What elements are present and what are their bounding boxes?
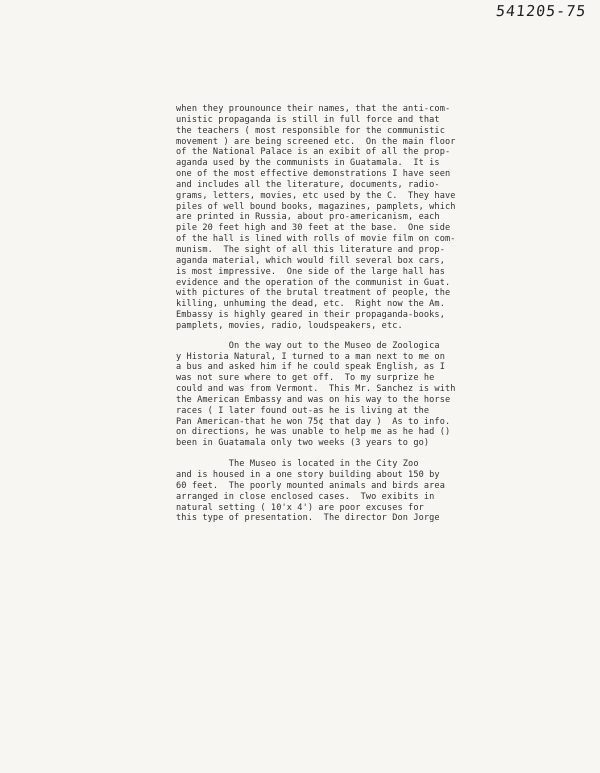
text-line: aganda used by the communists in Guatamala. It is	[176, 158, 440, 169]
text-line: killing, unhuming the dead, etc. Right now the Am.	[176, 299, 445, 310]
text-line: the teachers ( most responsible for the communistic	[176, 125, 445, 136]
text-line: evidence and the operation of the communist in Guat.	[176, 277, 451, 288]
text-line: races ( I later found out-as he is living at the	[176, 405, 430, 416]
text-line: on directions, he was unable to help me as he had ()	[176, 427, 451, 438]
text-line: munism. The sight of all this literature and prop-	[176, 244, 445, 255]
text-line: aganda material, which would fill several box cars,	[176, 255, 445, 266]
text-line: movement ) are being screened etc. On the main floor	[176, 136, 456, 147]
text-line: of the National Palace is an exibit of all the prop-	[176, 147, 451, 158]
text-line: and is housed in a one story building about 150 by	[176, 470, 440, 480]
text-line: grams, letters, movies, etc used by the C. They have	[176, 190, 456, 201]
text-line: Pan American-that he won 75¢ that day ) As to info.	[176, 416, 451, 427]
document-number: 541205-75	[494, 2, 587, 20]
text-line: The Museo is located in the City Zoo	[176, 459, 419, 470]
text-line: On the way out to the Museo de Zoologica	[176, 340, 440, 351]
text-line: unistic propaganda is still in full force and that	[176, 114, 440, 125]
text-line: pamplets, movies, radio, loudspeakers, etc.	[176, 320, 403, 331]
text-line: one of the most effective demonstrations I have seen	[176, 169, 451, 180]
text-line: a bus and asked him if he could speak English, as I	[176, 362, 445, 373]
text-line: 60 feet. The poorly mounted animals and birds area	[176, 480, 445, 491]
text-line: and includes all the literature, documents, radio-	[176, 179, 440, 190]
text-line: arranged in close enclosed cases. Two exibits in	[176, 491, 435, 502]
text-line: when they prounounce their names, that the anti-com-	[176, 104, 451, 114]
text-line: piles of well bound books, magazines, pamplets, which	[176, 201, 456, 212]
text-line: y Historia Natural, I turned to a man next to me on	[176, 351, 445, 362]
text-line: are printed in Russia, about pro-americanism, each	[176, 212, 440, 223]
typed-body-text	[176, 104, 596, 524]
paragraph-1	[176, 104, 596, 332]
text-line: the American Embassy and was on his way to the horse	[176, 394, 451, 405]
text-line: pile 20 feet high and 30 feet at the base. One side	[176, 223, 451, 234]
text-line: is most impressive. One side of the large hall has	[176, 266, 445, 277]
text-line: was not sure where to get off. To my surprize he	[176, 373, 435, 384]
paragraph-2	[176, 341, 596, 449]
text-line: this type of presentation. The director Don Jorge	[176, 513, 440, 524]
text-line: could and was from Vermont. This Mr. Sanchez is with	[176, 384, 456, 395]
text-line: Embassy is highly geared in their propaganda-books,	[176, 310, 445, 321]
text-line: been in Guatamala only two weeks (3 years to go)	[176, 438, 430, 449]
paragraph-3	[176, 459, 596, 524]
text-line: with pictures of the brutal treatment of people, the	[176, 288, 451, 299]
text-line: natural setting ( 10'x 4') are poor excuses for	[176, 502, 424, 513]
text-line: of the hall is lined with rolls of movie film on com-	[176, 234, 456, 245]
